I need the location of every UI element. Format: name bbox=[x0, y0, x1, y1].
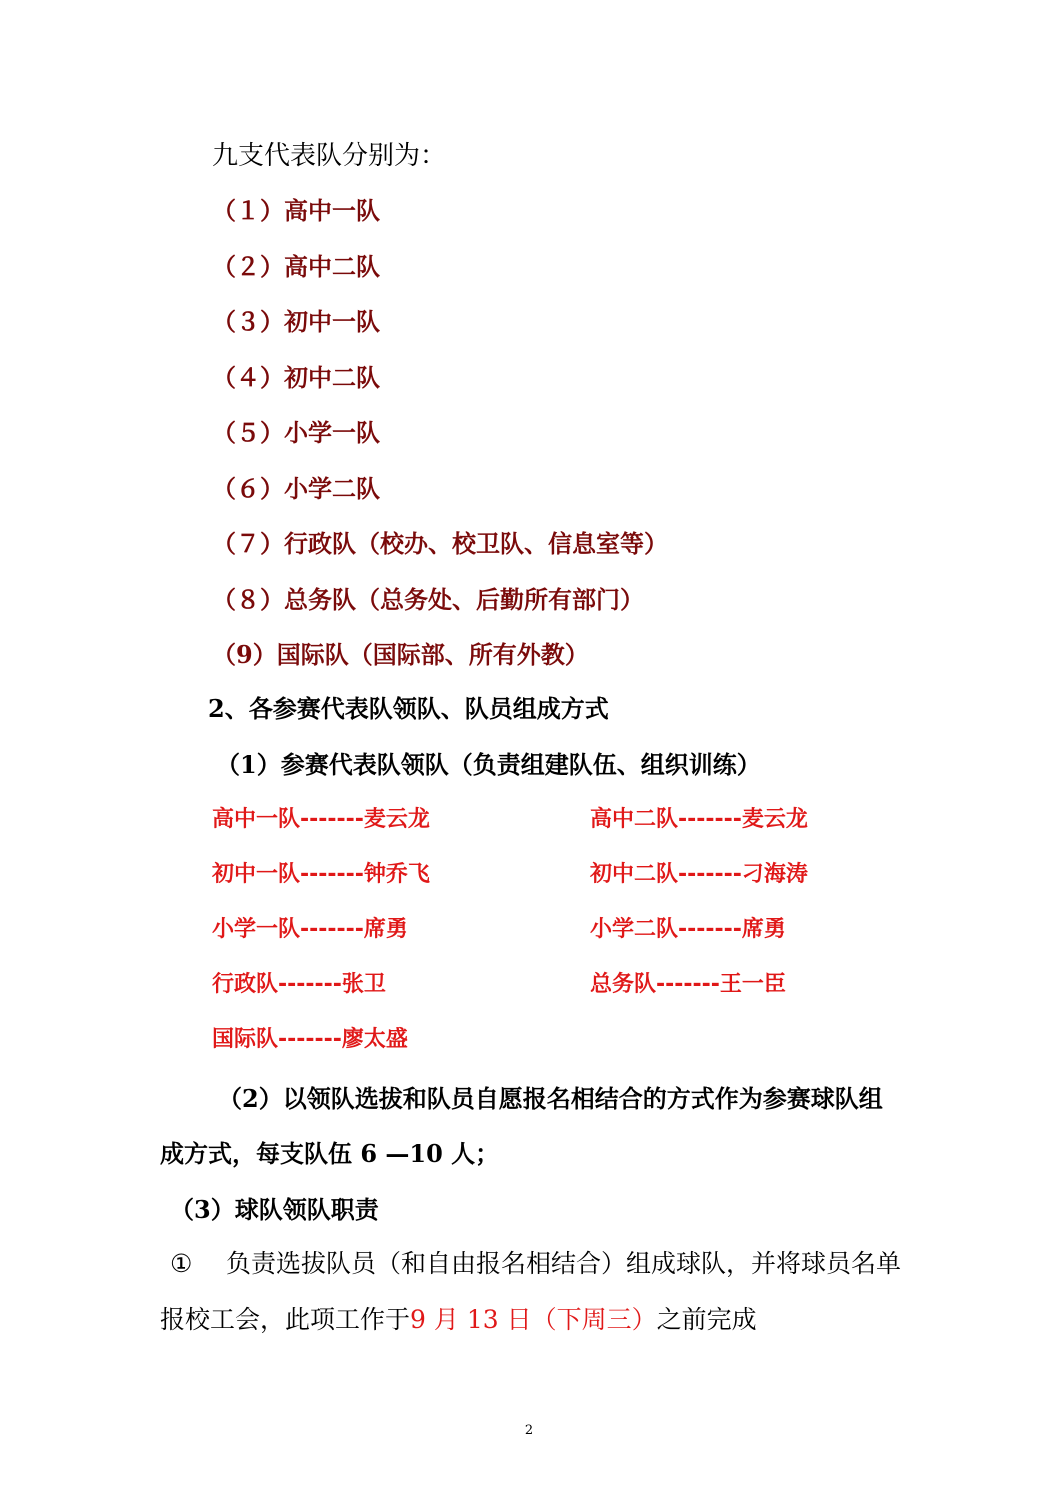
leaders-heading: （1）参赛代表队领队（负责组建队伍、组织训练） bbox=[216, 750, 761, 779]
team-item: （６）小学二队 bbox=[212, 474, 380, 503]
method-paragraph-line: （2）以领队选拔和队员自愿报名相结合的方式作为参赛球队组 bbox=[218, 1084, 883, 1113]
method-paragraph-line: 成方式，每支队伍 6 —10 人； bbox=[160, 1139, 500, 1168]
leader-entry: 行政队-------张卫 bbox=[212, 972, 386, 997]
leader-entry: 高中一队-------麦云龙 bbox=[212, 807, 430, 832]
team-item: （３）初中一队 bbox=[212, 307, 380, 336]
leader-entry: 总务队-------王一臣 bbox=[590, 972, 786, 997]
team-item: （５）小学一队 bbox=[212, 418, 380, 447]
leader-entry: 国际队-------廖太盛 bbox=[212, 1027, 408, 1052]
duty-text: 之前完成 bbox=[656, 1305, 757, 1334]
leader-entry: 初中一队-------钟乔飞 bbox=[212, 862, 430, 887]
leader-entry: 初中二队-------刁海涛 bbox=[590, 862, 808, 887]
deadline-highlight: 9 月 13 日（下周三） bbox=[410, 1305, 657, 1334]
team-item: （１）高中一队 bbox=[212, 196, 380, 225]
leader-entry: 高中二队-------麦云龙 bbox=[590, 807, 808, 832]
duty-text: 报校工会，此项工作于 bbox=[160, 1305, 411, 1334]
duties-heading: （3）球队领队职责 bbox=[170, 1195, 379, 1224]
duty-item-line bbox=[160, 1307, 757, 1332]
team-item: （８）总务队（总务处、后勤所有部门） bbox=[212, 585, 644, 614]
team-item: （４）初中二队 bbox=[212, 363, 380, 392]
duty-text: 负责选拔队员（和自由报名相结合）组成球队，并将球员名单 bbox=[226, 1249, 902, 1278]
duty-item-line bbox=[170, 1251, 901, 1276]
leader-entry: 小学一队-------席勇 bbox=[212, 917, 408, 942]
team-item: （２）高中二队 bbox=[212, 252, 380, 281]
section-heading: 2、各参赛代表队领队、队员组成方式 bbox=[208, 694, 609, 723]
intro-text: 九支代表队分别为： bbox=[212, 141, 447, 171]
circled-number-marker: ① bbox=[170, 1249, 193, 1278]
leader-entry: 小学二队-------席勇 bbox=[590, 917, 786, 942]
page-number: 2 bbox=[524, 1423, 534, 1438]
team-item: （9）国际队（国际部、所有外教） bbox=[212, 640, 589, 669]
team-item: （７）行政队（校办、校卫队、信息室等） bbox=[212, 529, 668, 558]
